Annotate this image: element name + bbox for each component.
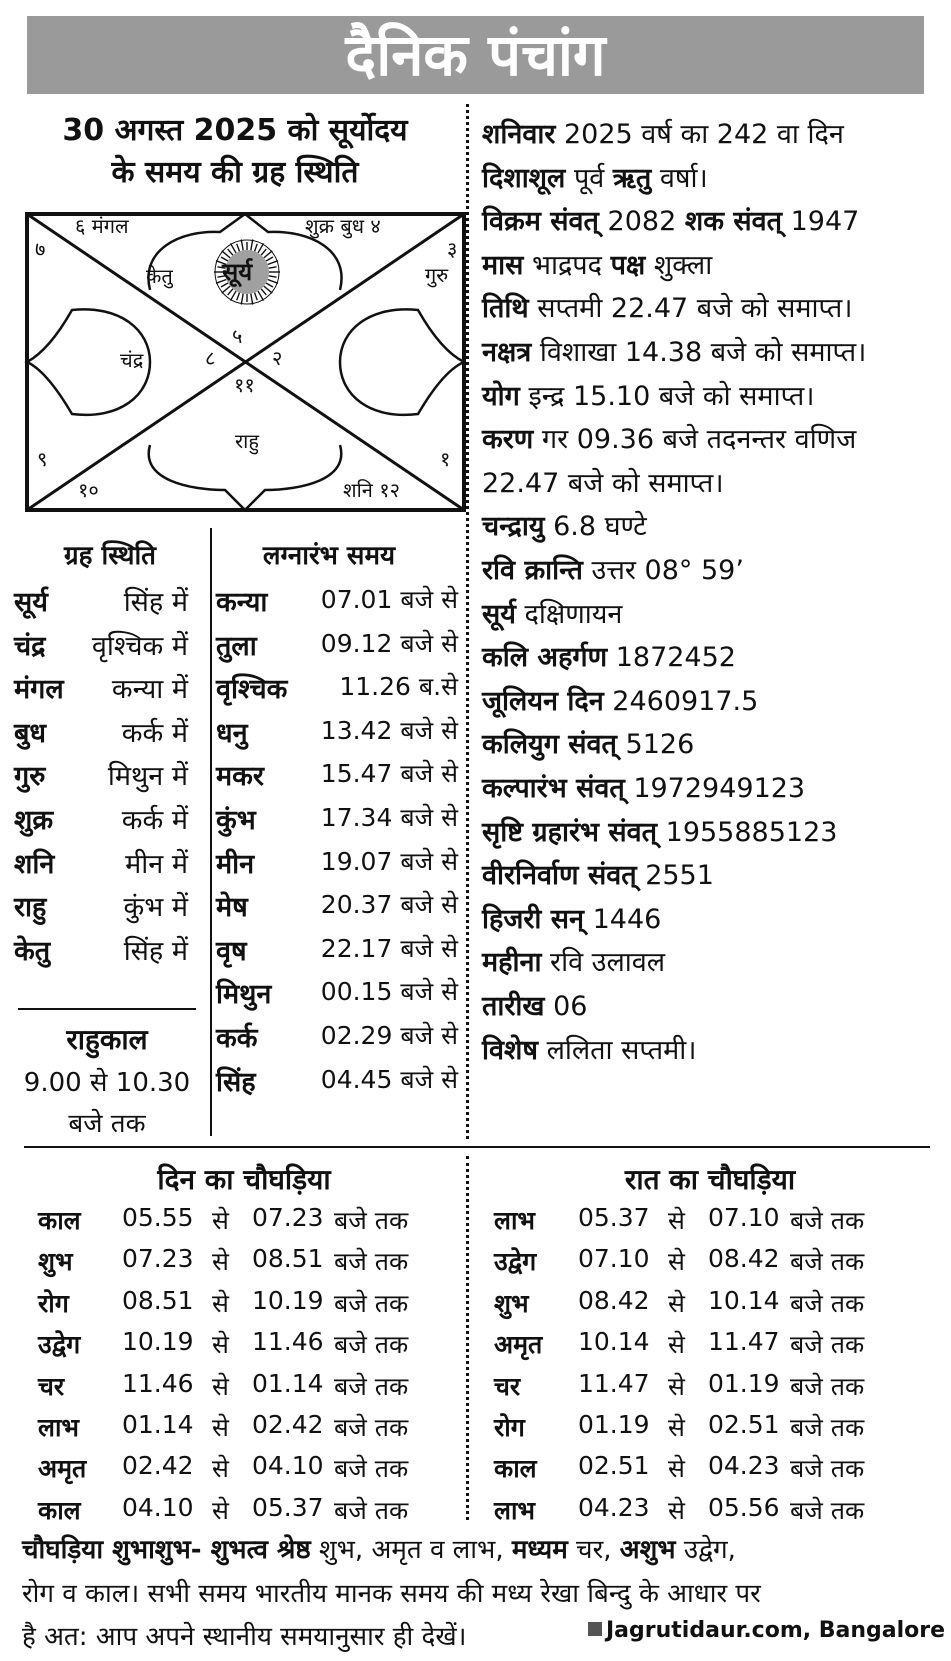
lagna-time: 09.12 बजे से — [320, 628, 458, 658]
panchang-key: कलि अहर्गण — [482, 642, 608, 674]
choghadiya-to: 08.51 — [252, 1244, 324, 1274]
house-label: २ — [272, 346, 283, 370]
choghadiya-to: 11.47 — [708, 1327, 780, 1357]
panchang-line — [482, 463, 724, 500]
house-label: ७ — [35, 237, 46, 261]
rahukal-title: राहुकाल — [66, 1023, 148, 1056]
graha-planet: मंगल — [14, 674, 64, 706]
choghadiya-to: 02.42 — [252, 1410, 324, 1439]
panchang-value: 2460917.5 — [603, 685, 759, 717]
choghadiya-name: लाभ — [494, 1495, 536, 1525]
right-lotus — [340, 309, 464, 415]
panchang-value: 2082 — [598, 206, 685, 238]
bottom-lotus — [149, 445, 342, 510]
house-label: ६ मंगल — [75, 214, 129, 238]
choghadiya-suffix: बजे तक — [334, 1454, 409, 1484]
choghadiya-from: 07.10 — [578, 1244, 650, 1274]
panchang-key: कलियुग संवत् — [482, 729, 617, 761]
choghadiya-suffix: बजे तक — [334, 1413, 409, 1442]
lagna-time: 15.47 बजे से — [320, 759, 458, 789]
choghadiya-name: रोग — [38, 1288, 69, 1318]
house-label: ८ — [205, 346, 216, 370]
lagna-heading: लग्नारंभ समय — [262, 541, 396, 571]
panchang-value: शुक्ला — [645, 249, 713, 281]
choghadiya-se: से — [212, 1247, 229, 1277]
choghadiya-name: उद्वेग — [494, 1247, 537, 1277]
choghadiya-suffix: बजे तक — [790, 1330, 865, 1360]
house-label: ११ — [234, 373, 255, 397]
choghadiya-to: 04.10 — [252, 1451, 324, 1481]
panchang-key: विशेष — [482, 1034, 538, 1066]
panchang-key: विक्रम संवत् — [482, 206, 599, 238]
graha-rashi: कन्या में — [111, 674, 188, 706]
choghadiya-name: काल — [38, 1206, 81, 1235]
choghadiya-se: से — [668, 1413, 685, 1442]
lagna-time: 02.29 बजे से — [320, 1021, 458, 1050]
lagna-sign: सिंह — [216, 1066, 256, 1098]
choghadiya-from: 05.37 — [578, 1203, 650, 1232]
choghadiya-name: शुभ — [38, 1247, 73, 1277]
panchang-line — [482, 114, 844, 151]
choghadiya-suffix: बजे तक — [334, 1371, 409, 1401]
choghadiya-from: 01.19 — [578, 1410, 650, 1439]
choghadiya-se: से — [668, 1495, 685, 1525]
choghadiya-to: 01.14 — [252, 1368, 324, 1398]
choghadiya-se: से — [212, 1288, 229, 1318]
panchang-value: 1972949123 — [624, 773, 806, 804]
house-label: ३ — [447, 237, 458, 261]
choghadiya-name: काल — [494, 1454, 537, 1484]
graha-planet: सूर्य — [14, 587, 48, 618]
graha-planet: राहु — [14, 892, 47, 924]
choghadiya-to: 05.56 — [708, 1492, 780, 1522]
graha-rashi: सिंह में — [123, 587, 188, 618]
chart-title-line2: के समय की ग्रह स्थिति — [111, 155, 359, 190]
choghadiya-se: से — [668, 1454, 685, 1484]
choghadiya-suffix: बजे तक — [790, 1206, 865, 1235]
footer-line-3: है अत: आप अपने स्थानीय समयानुसार ही देखें। — [22, 1622, 467, 1652]
dotted-divider-bottom — [466, 1156, 469, 1520]
lagna-time: 13.42 बजे से — [320, 715, 458, 745]
choghadiya-se: से — [668, 1288, 685, 1318]
choghadiya-suffix: बजे तक — [790, 1247, 865, 1277]
lagna-time: 00.15 बजे से — [320, 977, 458, 1007]
house-label: गुरु — [425, 263, 449, 287]
lagna-time: 04.45 बजे से — [320, 1064, 458, 1094]
panchang-line — [482, 855, 714, 892]
lagna-sign: वृश्चिक — [216, 674, 288, 706]
footer-text: शुभ, अमृत व लाभ, — [310, 1535, 512, 1565]
graha-rashi: मीन में — [125, 848, 188, 880]
house-label: ५ — [232, 324, 243, 348]
panchang-value: 6.8 घण्टे — [544, 511, 647, 543]
panchang-line — [482, 201, 859, 238]
panchang-key: पक्ष — [610, 249, 646, 281]
graha-rashi: कुंभ में — [123, 892, 188, 924]
graha-planet: शनि — [14, 848, 55, 880]
house-label: ९ — [37, 447, 48, 471]
graha-divider — [18, 1008, 196, 1010]
choghadiya-name: लाभ — [38, 1413, 80, 1442]
choghadiya-from: 02.51 — [578, 1451, 650, 1481]
choghadiya-se: से — [668, 1247, 685, 1277]
lagna-time: 07.01 बजे से — [320, 585, 458, 614]
choghadiya-suffix: बजे तक — [334, 1330, 409, 1360]
panchang-key: नक्षत्र — [482, 337, 532, 368]
graha-planet: केतु — [14, 935, 51, 967]
choghadiya-to: 05.37 — [252, 1492, 324, 1522]
panchang-value: दक्षिणायन — [515, 598, 623, 630]
panchang-value: 2025 वर्ष का 242 वा दिन — [555, 119, 844, 150]
choghadiya-from: 08.51 — [122, 1285, 194, 1315]
panchang-line — [482, 1030, 696, 1067]
panchang-line — [482, 288, 852, 325]
graha-planet: चंद्र — [14, 630, 46, 662]
panchang-line — [482, 245, 712, 282]
panchang-value: इन्द्र 15.10 बजे को समाप्त। — [519, 380, 815, 412]
panchang-line — [482, 942, 665, 979]
choghadiya-name: उद्वेग — [38, 1330, 81, 1360]
panchang-value: 5126 — [616, 729, 695, 761]
choghadiya-se: से — [212, 1413, 229, 1442]
house-label: सूर्य — [222, 258, 253, 286]
graha-rashi: वृश्चिक में — [91, 630, 188, 662]
choghadiya-from: 08.42 — [578, 1285, 650, 1315]
lagna-time: 19.07 बजे से — [320, 846, 458, 876]
house-label: १० — [78, 478, 99, 502]
footer-text: चर, — [567, 1535, 620, 1565]
panchang-key: शक संवत् — [684, 206, 782, 238]
panchang-value: 1446 — [584, 903, 662, 935]
panchang-line — [482, 550, 744, 587]
choghadiya-se: से — [668, 1330, 685, 1360]
panchang-key: करण — [482, 424, 534, 456]
footer-key: चौघड़िया शुभाशुभ- शुभत्व श्रेष्ठ — [22, 1535, 311, 1565]
panchang-value: वर्षा। — [651, 162, 708, 194]
panchang-value: रवि उलावल — [541, 947, 666, 979]
panchang-key: सृष्टि ग्रहारंभ संवत् — [482, 816, 658, 848]
panchang-key: मास — [482, 249, 524, 281]
panchang-value: भाद्रपद — [523, 249, 611, 281]
column-divider — [210, 528, 212, 1136]
choghadiya-name: रोग — [494, 1413, 525, 1442]
choghadiya-name: चर — [38, 1371, 65, 1401]
graha-planet: गुरु — [14, 761, 46, 793]
source-credit: Jagrutidaur.com, Bangalore — [606, 1618, 946, 1643]
choghadiya-se: से — [668, 1206, 685, 1235]
page-title: दैनिक पंचांग — [345, 21, 606, 89]
choghadiya-from: 11.47 — [578, 1368, 650, 1398]
choghadiya-to: 10.14 — [708, 1285, 780, 1315]
lagna-sign: कन्या — [216, 587, 268, 618]
panchang-value: ललिता सप्तमी। — [537, 1034, 697, 1066]
panchang-line — [482, 637, 736, 674]
din-choghadiya-heading: दिन का चौघड़िया — [157, 1163, 331, 1196]
lagna-time: 22.17 बजे से — [320, 933, 458, 963]
choghadiya-to: 10.19 — [252, 1285, 324, 1315]
lagna-sign: वृष — [216, 935, 247, 967]
graha-rashi: सिंह में — [123, 935, 188, 967]
choghadiya-se: से — [212, 1454, 229, 1484]
panchang-value: 1947 — [782, 206, 860, 238]
dotted-divider-top — [466, 104, 469, 1139]
choghadiya-to: 07.10 — [708, 1203, 780, 1232]
panchang-line — [482, 724, 694, 761]
panchang-value: पूर्व — [565, 162, 613, 194]
panchang-line — [482, 506, 647, 543]
choghadiya-suffix: बजे तक — [334, 1288, 409, 1318]
panchang-value: 1872452 — [607, 642, 736, 674]
panchang-line — [482, 419, 856, 456]
panchang-key: हिजरी सन् — [482, 903, 585, 935]
choghadiya-se: से — [212, 1371, 229, 1401]
choghadiya-name: काल — [38, 1495, 81, 1525]
choghadiya-suffix: बजे तक — [790, 1413, 865, 1442]
choghadiya-name: शुभ — [494, 1288, 529, 1318]
house-label: शुक्र बुध ४ — [305, 214, 381, 238]
choghadiya-to: 08.42 — [708, 1244, 780, 1274]
panchang-key: जूलियन दिन — [482, 685, 604, 717]
panchang-key: योग — [482, 380, 520, 412]
panchang-key: ऋतु — [612, 162, 652, 194]
choghadiya-to: 04.23 — [708, 1451, 780, 1481]
choghadiya-name: लाभ — [494, 1206, 536, 1235]
choghadiya-from: 04.23 — [578, 1492, 650, 1522]
panchang-value: सप्तमी 22.47 बजे को समाप्त। — [528, 293, 853, 325]
choghadiya-to: 01.19 — [708, 1368, 780, 1398]
footer-line-1 — [22, 1530, 736, 1566]
panchang-value: उत्तर 08° 59’ — [582, 555, 744, 586]
chart-title-line1: 30 अगस्त 2025 को सूर्योदय — [62, 113, 408, 148]
panchang-key: तारीख — [482, 991, 545, 1022]
house-label: राहु — [235, 429, 259, 453]
choghadiya-from: 10.14 — [578, 1327, 650, 1357]
lagna-sign: कुंभ — [216, 805, 256, 836]
graha-planet: बुध — [14, 717, 47, 749]
panchang-key: रवि क्रान्ति — [482, 555, 583, 586]
lagna-sign: मेष — [216, 892, 248, 924]
choghadiya-suffix: बजे तक — [790, 1495, 865, 1525]
panchang-line — [482, 681, 758, 718]
panchang-key: कल्पारंभ संवत् — [482, 773, 625, 804]
rahukal-suffix: बजे तक — [68, 1109, 146, 1139]
graha-rashi: कर्क में — [121, 717, 188, 749]
choghadiya-from: 01.14 — [122, 1410, 194, 1439]
choghadiya-name: चर — [494, 1371, 521, 1401]
panchang-line — [482, 332, 866, 369]
choghadiya-name: अमृत — [38, 1454, 87, 1484]
panchang-line — [482, 376, 815, 413]
panchang-line — [482, 899, 661, 936]
panchang-key: सूर्य — [482, 598, 516, 630]
choghadiya-se: से — [668, 1371, 685, 1401]
graha-rashi: मिथुन में — [107, 761, 188, 793]
house-label: शनि १२ — [343, 478, 401, 502]
choghadiya-suffix: बजे तक — [790, 1288, 865, 1318]
lagna-sign: कर्क — [216, 1023, 258, 1054]
raat-choghadiya-heading: रात का चौघड़िया — [624, 1163, 796, 1196]
graha-rashi: कर्क में — [121, 805, 188, 836]
choghadiya-suffix: बजे तक — [334, 1206, 409, 1235]
section-divider — [24, 1146, 930, 1148]
panchang-key: दिशाशूल — [482, 162, 566, 194]
choghadiya-from: 05.55 — [122, 1203, 194, 1232]
panchang-line — [482, 768, 805, 805]
choghadiya-suffix: बजे तक — [334, 1495, 409, 1525]
panchang-key: शनिवार — [482, 119, 556, 150]
lagna-sign: मिथुन — [216, 979, 272, 1011]
panchang-key: चन्द्रायु — [482, 511, 545, 543]
house-label: चंद्र — [120, 348, 144, 372]
graha-planet: शुक्र — [14, 805, 54, 836]
lagna-time: 17.34 बजे से — [320, 803, 458, 832]
choghadiya-from: 02.42 — [122, 1451, 194, 1481]
choghadiya-se: से — [212, 1495, 229, 1525]
graha-heading: ग्रह स्थिति — [63, 541, 157, 571]
panchang-line — [482, 812, 837, 849]
rahukal-time: 9.00 से 10.30 — [23, 1068, 191, 1098]
footer-key: अशुभ — [619, 1535, 676, 1565]
panchang-line — [482, 986, 587, 1023]
panchang-key: महीना — [482, 947, 542, 979]
footer-line-2: रोग व काल। सभी समय भारतीय मानक समय की मध्य रेखा बिन्दु के आधार पर — [22, 1579, 761, 1609]
panchang-key: तिथि — [482, 293, 529, 325]
choghadiya-suffix: बजे तक — [790, 1454, 865, 1484]
footer-text: उद्वेग, — [675, 1535, 736, 1565]
lagna-sign: तुला — [216, 630, 257, 662]
choghadiya-name: अमृत — [494, 1330, 543, 1360]
choghadiya-se: से — [212, 1206, 229, 1235]
panchang-key: वीरनिर्वाण संवत् — [482, 860, 637, 892]
panchang-value: 1955885123 — [657, 816, 838, 848]
choghadiya-suffix: बजे तक — [790, 1371, 865, 1401]
house-label: केतु — [146, 264, 173, 288]
panchang-line — [482, 158, 708, 195]
lagna-time: 11.26 ब.से — [339, 672, 458, 702]
panchang-value: गर 09.36 बजे तदनन्तर वणिज — [533, 424, 857, 456]
lagna-sign: मीन — [216, 848, 255, 880]
choghadiya-from: 04.10 — [122, 1492, 194, 1522]
choghadiya-suffix: बजे तक — [334, 1247, 409, 1277]
footer-key: मध्यम — [511, 1535, 568, 1565]
choghadiya-from: 10.19 — [122, 1327, 194, 1357]
choghadiya-from: 07.23 — [122, 1244, 194, 1274]
choghadiya-se: से — [212, 1330, 229, 1360]
panchang-value: 2551 — [636, 860, 714, 892]
panchang-line — [482, 594, 622, 631]
choghadiya-to: 02.51 — [708, 1410, 780, 1439]
lagna-sign: मकर — [216, 761, 264, 793]
panchang-value: विशाखा 14.38 बजे को समाप्त। — [531, 337, 867, 368]
house-label: १ — [440, 447, 451, 471]
source-square-icon — [588, 1622, 602, 1636]
lagna-time: 20.37 बजे से — [320, 890, 458, 920]
lagna-sign: धनु — [216, 717, 248, 749]
choghadiya-from: 11.46 — [122, 1368, 194, 1398]
choghadiya-to: 07.23 — [252, 1203, 324, 1232]
choghadiya-to: 11.46 — [252, 1327, 324, 1357]
panchang-value: 06 — [544, 991, 588, 1022]
panchang-value: 22.47 बजे को समाप्त। — [482, 467, 724, 499]
